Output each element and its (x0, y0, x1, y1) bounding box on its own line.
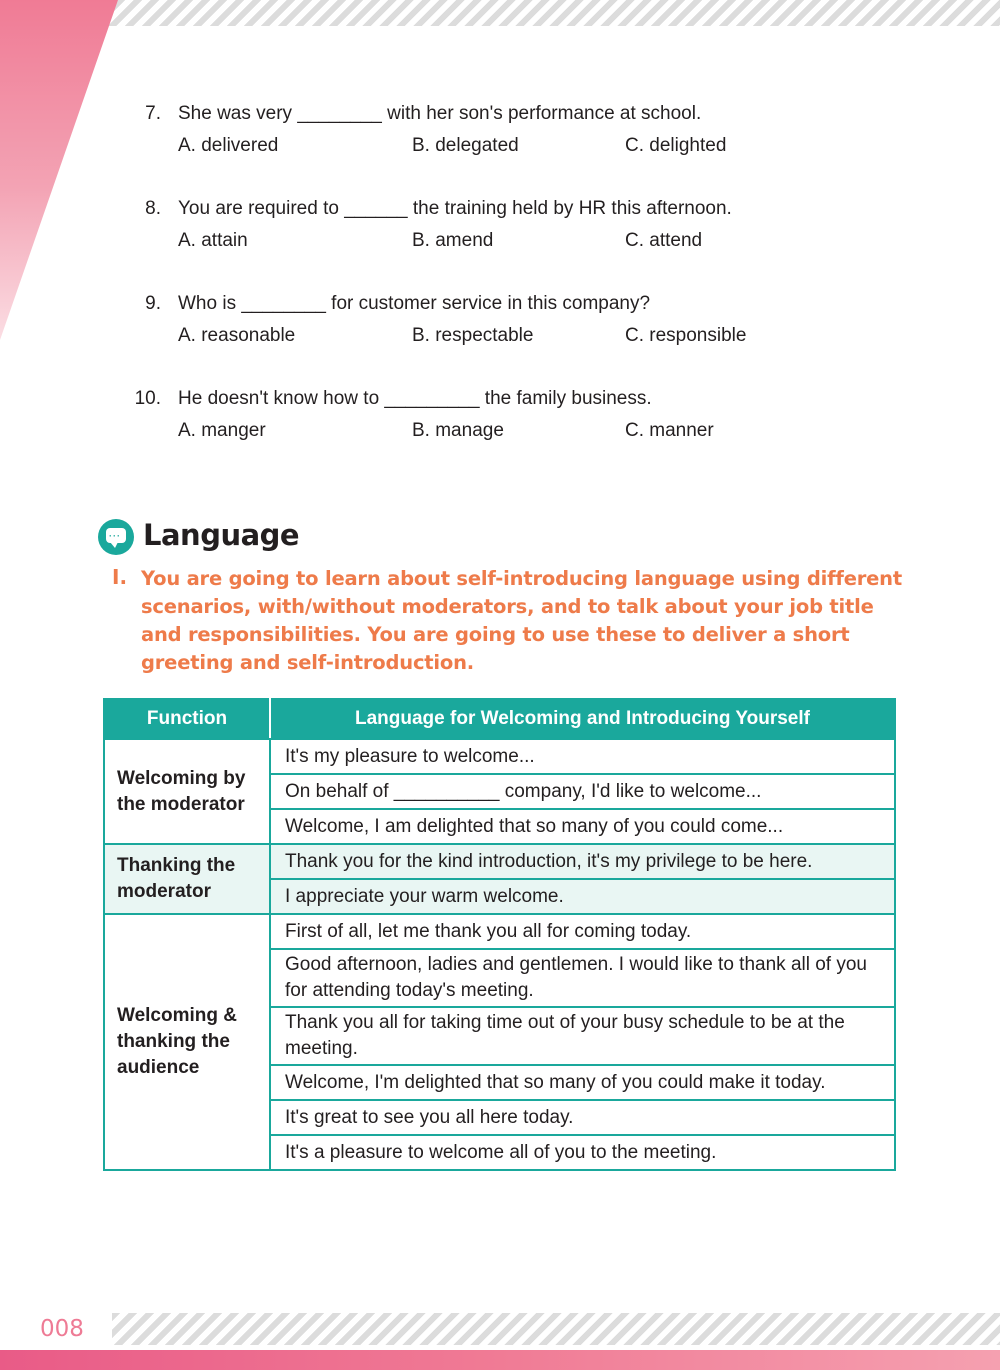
bottom-stripe-band (112, 1313, 1000, 1345)
language-cell: It's great to see you all here today. (270, 1100, 895, 1135)
option-b: B. respectable (412, 325, 534, 346)
option-a: A. attain (178, 230, 248, 251)
function-cell: Welcoming by the moderator (104, 739, 270, 844)
option-b: B. amend (412, 230, 494, 251)
question-number: 9. (145, 293, 161, 314)
table-header-row (104, 699, 895, 739)
question-number: 7. (145, 103, 161, 124)
language-cell: It's my pleasure to welcome... (270, 739, 895, 774)
header-function: Function (104, 699, 270, 739)
language-cell: I appreciate your warm welcome. (270, 879, 895, 914)
table-row (104, 739, 895, 774)
option-c: C. delighted (625, 135, 727, 156)
question-text: He doesn't know how to _________ the family business. (178, 388, 652, 409)
question-text: She was very ________ with her son's performance at school. (178, 103, 702, 124)
function-cell: Thanking the moderator (104, 844, 270, 914)
table-row (104, 844, 895, 879)
option-b: B. manage (412, 420, 504, 441)
language-cell: Welcome, I am delighted that so many of you could come... (270, 809, 895, 844)
option-c: C. attend (625, 230, 703, 251)
question-text: You are required to ______ the training held by HR this afternoon. (178, 198, 732, 219)
language-cell: Welcome, I'm delighted that so many of you could make it today. (270, 1065, 895, 1100)
speech-bubble-icon: ··· (98, 519, 134, 555)
bottom-pink-bar (0, 1350, 1000, 1370)
pink-corner-accent (0, 0, 118, 340)
language-cell: First of all, let me thank you all for coming today. (270, 914, 895, 949)
question-text: Who is ________ for customer service in this company? (178, 293, 651, 314)
question-number: 8. (145, 198, 161, 219)
option-a: A. manger (178, 420, 266, 441)
instruction-text: You are going to learn about self-introducing language using different scenarios, with/without moderators, and to talk about your job title and responsibilities. You are going to use these to deliver a short greeting and self-introduction. (141, 567, 902, 674)
section-title: Language (143, 518, 300, 552)
language-cell: Thank you all for taking time out of your busy schedule to be at the meeting. (270, 1007, 895, 1065)
option-c: C. manner (625, 420, 714, 441)
option-a: A. delivered (178, 135, 279, 156)
top-stripe-band (100, 0, 1000, 26)
language-cell: It's a pleasure to welcome all of you to the meeting. (270, 1135, 895, 1170)
language-table (103, 698, 896, 1171)
function-cell: Welcoming & thanking the audience (104, 914, 270, 1170)
question-number: 10. (134, 388, 161, 409)
instruction-number: I. (112, 565, 128, 589)
option-b: B. delegated (412, 135, 519, 156)
language-cell: Thank you for the kind introduction, it's my privilege to be here. (270, 844, 895, 879)
language-cell: Good afternoon, ladies and gentlemen. I would like to thank all of you for attending today's meeting. (270, 949, 895, 1007)
language-cell: On behalf of __________ company, I'd like to welcome... (270, 774, 895, 809)
header-language: Language for Welcoming and Introducing Yourself (270, 699, 895, 739)
option-c: C. responsible (625, 325, 747, 346)
page-number: 008 (40, 1316, 84, 1342)
table-row (104, 914, 895, 949)
option-a: A. reasonable (178, 325, 296, 346)
